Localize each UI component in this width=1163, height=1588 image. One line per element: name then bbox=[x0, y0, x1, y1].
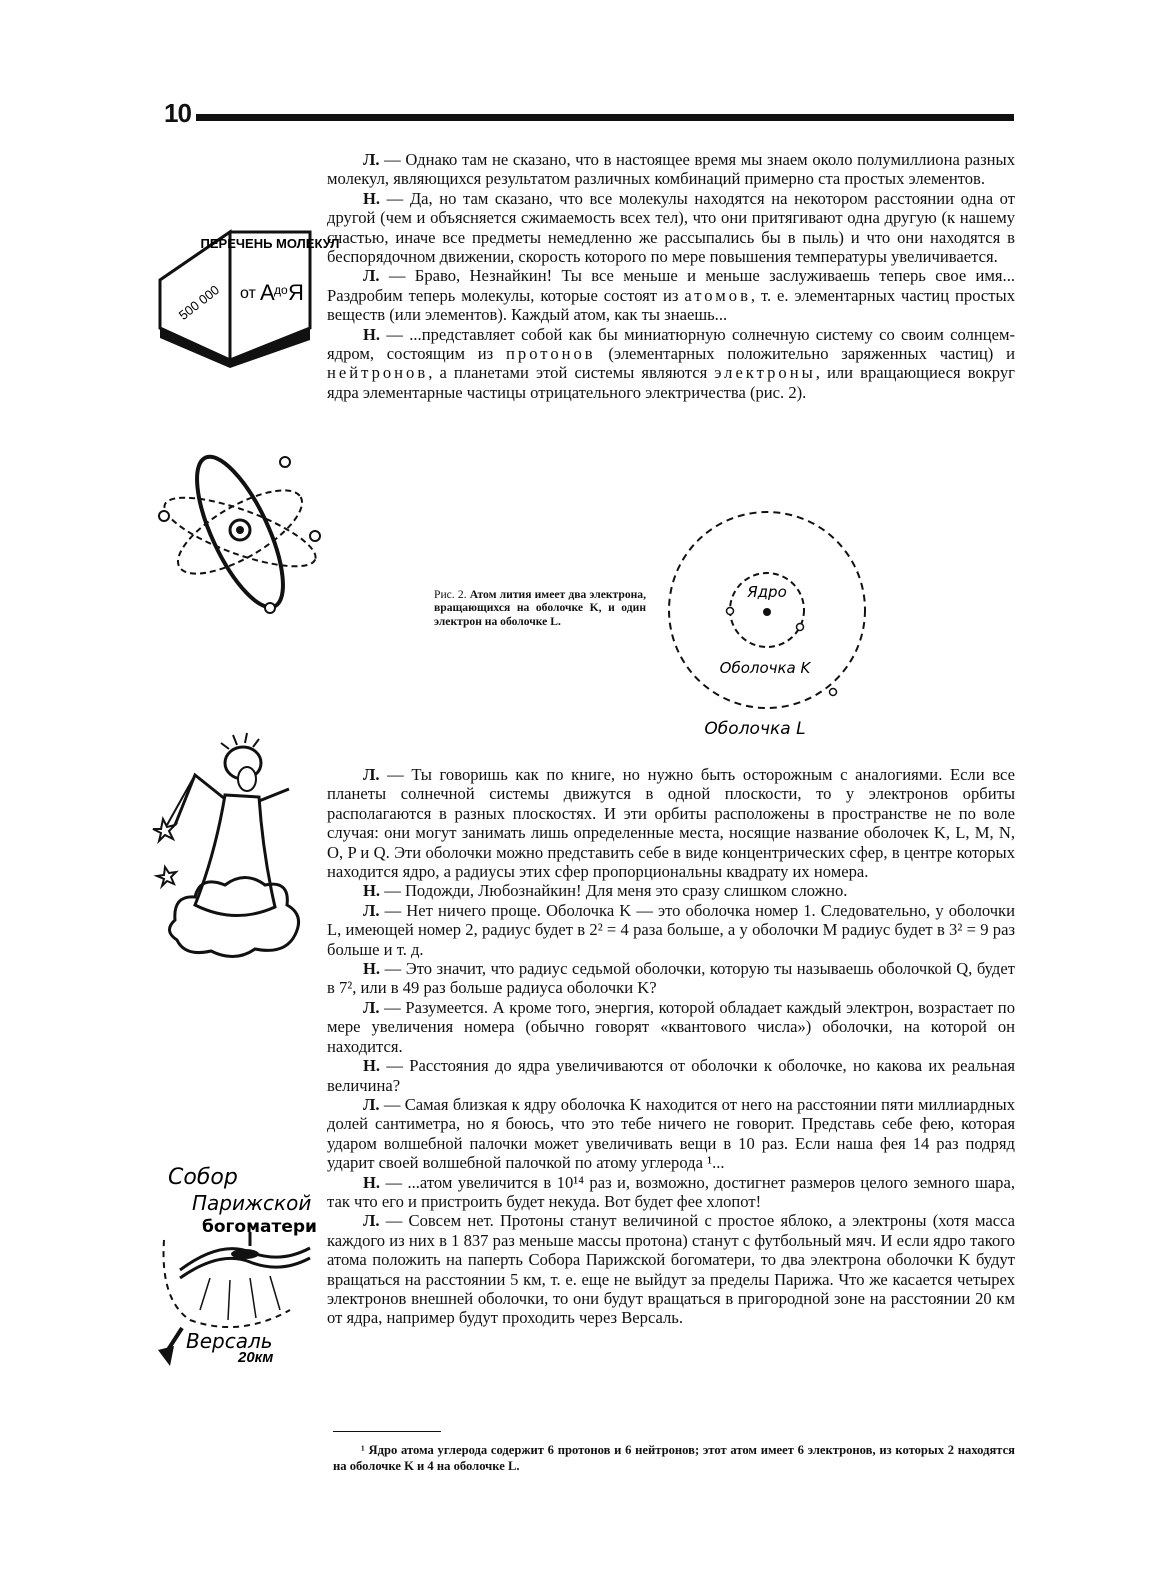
paragraph: Л. — Однако там не сказано, что в настоящее время мы знаем около полумиллиона разных молекул, являющихся результатом различных комбинаций примерно ста простых элементов. bbox=[327, 150, 1015, 189]
footnote: ¹ Ядро атома углерода содержит 6 протонов и 6 нейтронов; этот атом имеет 6 электронов, из которых 2 находятся на оболочке K и 4 на оболочке L. bbox=[333, 1443, 1015, 1473]
paragraph: Л. — Браво, Незнайкин! Ты все меньше и меньше заслуживаешь теперь свое имя... Раздробим теперь молекулы, которые состоят из атомов, т. е. элементарных частиц простых веществ (или элементов). Каждый атом, как ты знаешь... bbox=[327, 266, 1015, 325]
svg-text:А: А bbox=[260, 280, 275, 305]
map-title-line3: богоматери bbox=[202, 1217, 317, 1237]
svg-text:Я: Я bbox=[288, 280, 304, 305]
lithium-atom-diagram bbox=[660, 505, 880, 745]
paragraph: Н. — ...представляет собой как бы миниатюрную солнечную систему со своим солнцем-ядром, состоящим из протонов (элементарных положительно заряженных частиц) и нейтронов, а планетами этой системы являются электроны, или вращающиеся вокруг ядра элементарные частицы отрицательного электричества (рис. 2). bbox=[327, 324, 1015, 402]
shell-l-label: Оболочка L bbox=[704, 719, 806, 739]
paragraph: Н. — Расстояния до ядра увеличиваются от оболочки к оболочке, но какова их реальная величина? bbox=[327, 1056, 1015, 1095]
atom-orbits-illustration bbox=[150, 450, 330, 620]
shell-k-label: Оболочка K bbox=[719, 659, 811, 677]
page-number: 10 bbox=[164, 98, 191, 128]
paragraph: Н. — ...атом увеличится в 10¹⁴ раз и, возможно, достигнет размеров целого земного шара, так что его и пристроить будет некуда. Вот будет фее хлопот! bbox=[327, 1172, 1015, 1211]
paragraph: Н. — Подожди, Любознайкин! Для меня это сразу слишком сложно. bbox=[363, 881, 848, 901]
nucleus-label: Ядро bbox=[747, 583, 787, 601]
svg-text:до: до bbox=[274, 283, 288, 297]
versailles-label: Версаль bbox=[186, 1329, 273, 1353]
molecule-catalogue-illustration bbox=[150, 220, 340, 370]
paragraph: Н. — Да, но там сказано, что все молекулы находятся на некотором расстоянии одна от другой (чем и объясняется сжимаемость всех тел), что они притягивают одна другую (к нашему счастью, иначе все предметы немедленно же рассыпались бы в пыль) и что они находятся в беспорядочном движении, скорость которого по мере повышения температуры увеличивается. bbox=[327, 188, 1015, 267]
paragraph: Л. — Разумеется. А кроме того, энергия, которой обладает каждый электрон, возрастает по мере увеличения номера (обычно говорят «квантового числа») оболочки, на которой он находится. bbox=[327, 997, 1015, 1056]
footnote-rule bbox=[333, 1431, 441, 1432]
paragraph: Л. — Нет ничего проще. Оболочка K — это оболочка номер 1. Следовательно, у оболочки L, имеющей номер 2, радиус будет в 2² = 4 раза больше, а у оболочки M радиус будет в 3² = 9 раз больше и т. д. bbox=[327, 900, 1015, 959]
paris-map-illustration bbox=[150, 1160, 322, 1366]
fairy-illustration bbox=[155, 735, 315, 965]
catalogue-title: ПЕРЕЧЕНЬ МОЛЕКУЛ bbox=[200, 236, 340, 251]
map-title-line2: Парижской bbox=[192, 1191, 312, 1215]
catalogue-count: 500 000 bbox=[175, 282, 223, 323]
paragraph: Л. — Совсем нет. Протоны станут величиной с простое яблоко, а электроны (хотя масса каждого из них в 1 837 раз меньше массы протона) станут с футбольный мяч. И если ядро такого атома положить на паперть Собора Парижской богоматери, то два электрона оболочки K будут вращаться на расстоянии 5 км, т. е. еще не выйдут за пределы Парижа. Что же касается четырех электронов внешней оболочки, то они будут вращаться в пригородной зоне на расстоянии 20 км от ядра, например будут проходить через Версаль. bbox=[327, 1211, 1015, 1328]
header-rule bbox=[196, 114, 1014, 121]
figure-caption: Рис. 2. Атом лития имеет два электрона, вращающихся на оболочке K, и один электрон на оболочке L. bbox=[434, 588, 646, 628]
map-title-line1: Собор bbox=[168, 1165, 238, 1190]
svg-text:от: от bbox=[240, 285, 256, 302]
paragraph: Н. — Это значит, что радиус седьмой оболочки, которую ты называешь оболочкой Q, будет в 7², или в 49 раз больше радиуса оболочки K? bbox=[327, 959, 1015, 998]
paragraph: Л. — Ты говоришь как по книге, но нужно быть осторожным с аналогиями. Если все планеты солнечной системы движутся в одной плоскости, то у электронов орбиты располагаются в разных плоскостях. И эти орбиты расположены в пространстве не по воле случая: они могут занимать лишь определенные места, носящие название оболочек K, L, M, N, O, P и Q. Эти оболочки можно представить себе в виде концентрических сфер, в центре которых находится ядро, а радиусы этих сфер пропорциональны квадрату их номера. bbox=[327, 765, 1015, 882]
text-block-top bbox=[327, 150, 1015, 402]
distance-label: 20км bbox=[238, 1349, 274, 1366]
text-block-bottom bbox=[327, 765, 1015, 1328]
paragraph: Л. — Самая близкая к ядру оболочка K находится от него на расстоянии пяти миллиардных долей сантиметра, но я боюсь, что это тебе ничего не говорит. Представь себе фею, которая ударом волшебной палочки может увеличивать вещи в 10 раз. Если наша фея 14 раз подряд ударит своей волшебной палочкой по атому углерода ¹... bbox=[327, 1094, 1015, 1173]
